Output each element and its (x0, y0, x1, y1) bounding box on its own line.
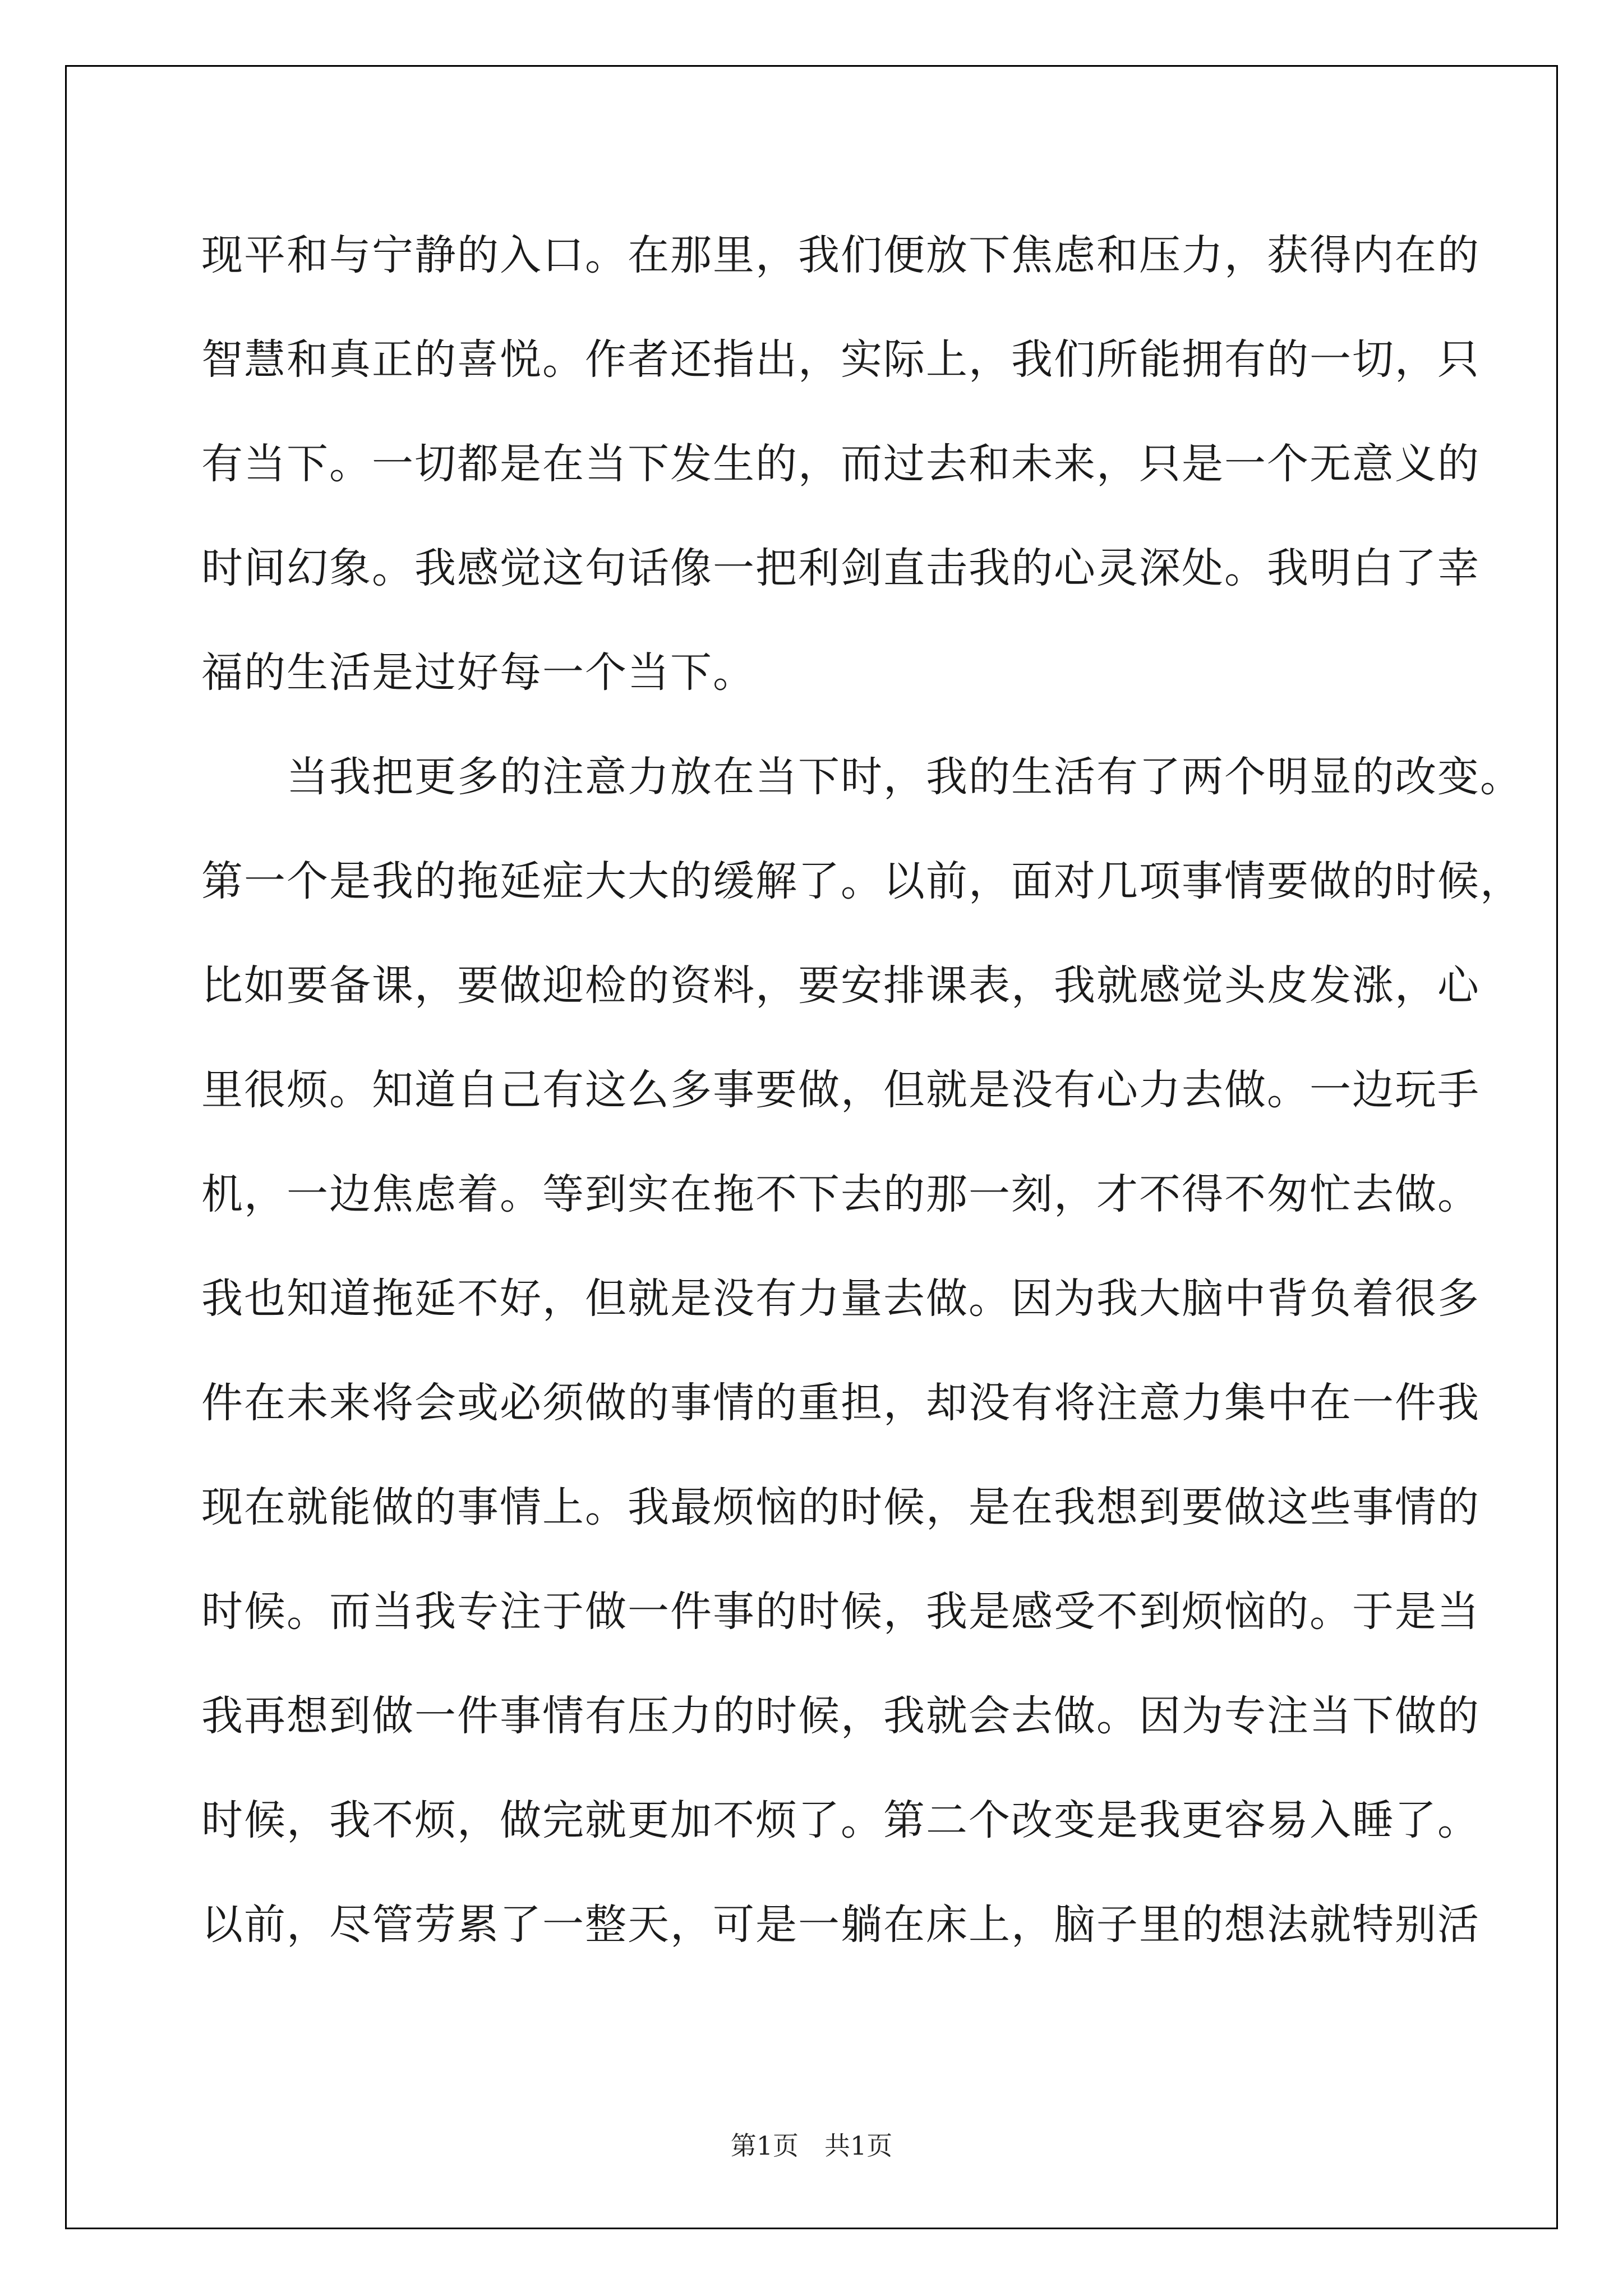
text-line: 有当下。一切都是在当下发生的，而过去和未来，只是一个无意义的 (201, 440, 1480, 488)
text-line: 件在未来将会或必须做的事情的重担，却没有将注意力集中在一件我 (201, 1379, 1480, 1427)
text-line: 当我把更多的注意力放在当下时，我的生活有了两个明显的改变。 (201, 753, 1523, 801)
text-line: 我再想到做一件事情有压力的时候，我就会去做。因为专注当下做的 (201, 1692, 1480, 1740)
text-line: 时间幻象。我感觉这句话像一把利剑直击我的心灵深处。我明白了幸 (201, 544, 1480, 592)
page-footer (67, 2125, 1556, 2162)
text-line: 时候。而当我专注于做一件事的时候，我是感受不到烦恼的。于是当 (201, 1588, 1480, 1636)
text-line: 第一个是我的拖延症大大的缓解了。以前，面对几项事情要做的时候， (201, 857, 1523, 905)
page-frame (65, 65, 1558, 2229)
text-line: 现在就能做的事情上。我最烦恼的时候，是在我想到要做这些事情的 (201, 1483, 1480, 1531)
text-line: 以前，尽管劳累了一整天，可是一躺在床上，脑子里的想法就特别活 (201, 1901, 1480, 1949)
page-number: 第1页 (730, 2131, 799, 2161)
page-total: 共1页 (824, 2131, 893, 2161)
text-line: 福的生活是过好每一个当下。 (201, 648, 755, 697)
text-line: 机，一边焦虑着。等到实在拖不下去的那一刻，才不得不匆忙去做。 (201, 1170, 1480, 1218)
text-line: 智慧和真正的喜悦。作者还指出，实际上，我们所能拥有的一切，只 (201, 335, 1480, 384)
text-line: 比如要备课，要做迎检的资料，要安排课表，我就感觉头皮发涨，心 (201, 961, 1480, 1010)
text-line: 里很烦。知道自己有这么多事要做，但就是没有心力去做。一边玩手 (201, 1066, 1480, 1114)
text-line: 现平和与宁静的入口。在那里，我们便放下焦虑和压力，获得内在的 (201, 231, 1480, 279)
text-line: 时候，我不烦，做完就更加不烦了。第二个改变是我更容易入睡了。 (201, 1796, 1480, 1844)
text-line: 我也知道拖延不好，但就是没有力量去做。因为我大脑中背负着很多 (201, 1274, 1480, 1323)
body-text (67, 67, 1556, 2228)
